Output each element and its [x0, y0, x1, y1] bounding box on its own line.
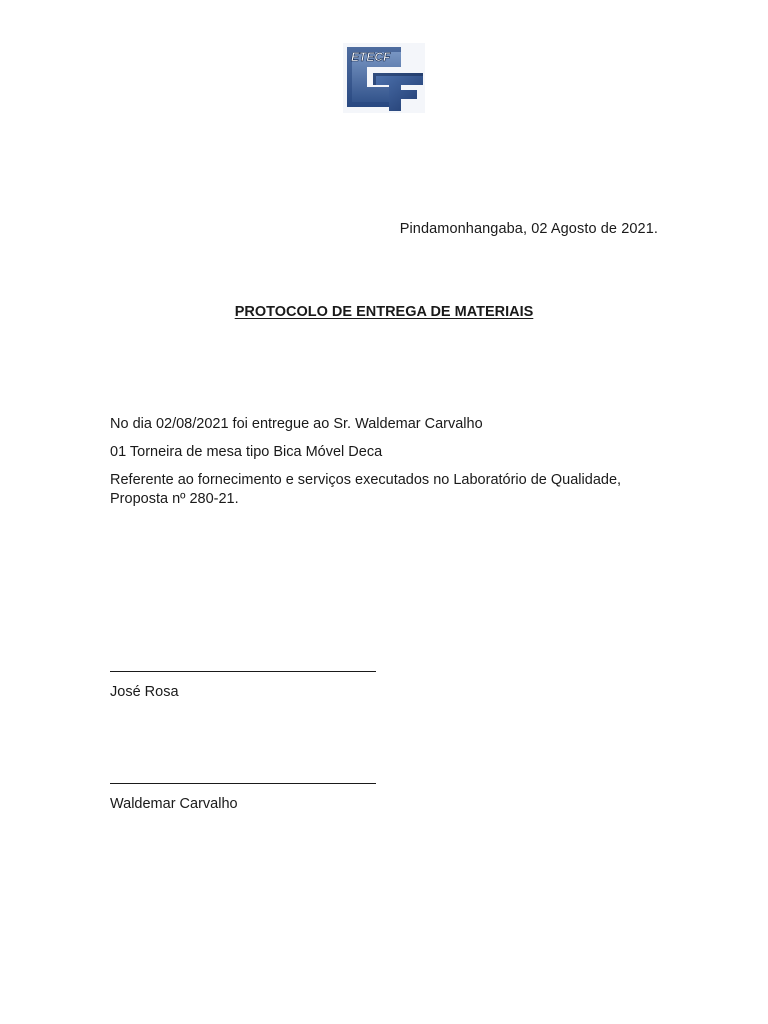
signature-name: José Rosa: [110, 684, 179, 700]
paragraph-item: 01 Torneira de mesa tipo Bica Móvel Deca: [110, 444, 383, 460]
logo-text: ETECF: [351, 50, 391, 64]
document-title: PROTOCOLO DE ENTREGA DE MATERIAIS: [234, 304, 534, 320]
paragraph-reference: Referente ao fornecimento e serviços executados no Laboratório de Qualidade, Proposta nº 280-21.: [110, 472, 622, 507]
signature-name: Waldemar Carvalho: [110, 796, 238, 812]
date-line: Pindamonhangaba, 02 Agosto de 2021.: [399, 221, 658, 237]
paragraph-delivery: No dia 02/08/2021 foi entregue ao Sr. Waldemar Carvalho: [110, 416, 483, 432]
signature-line: [110, 671, 376, 672]
etecf-logo: [343, 43, 425, 113]
signature-line: [110, 783, 376, 784]
